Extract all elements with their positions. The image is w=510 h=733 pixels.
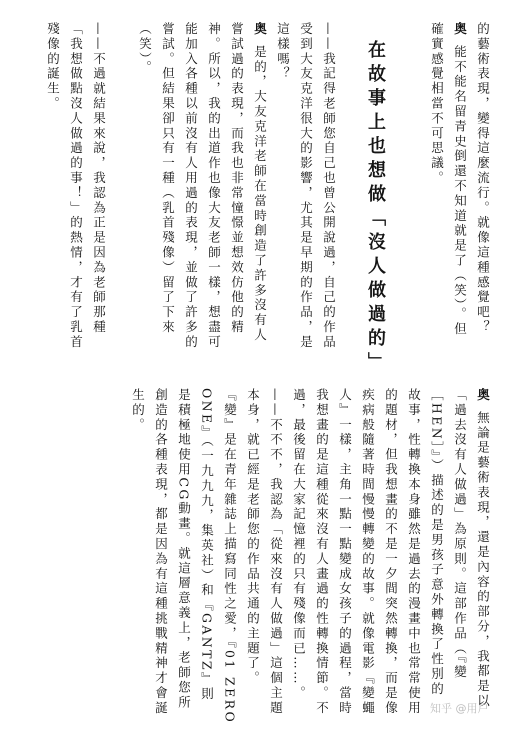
column-text: 殘像的誕生。: [45, 22, 61, 112]
column-text: 是積極地使用CG動畫。就這層意義上，老師您所: [176, 388, 192, 711]
column-text: ONE』（一九九九，集英社）和『GANTZ』則: [199, 388, 215, 702]
column-text: 嘗試過的表現，而我也非常憧憬並想效仿他的精: [229, 22, 245, 335]
column-text: 能加入各種以前沒有人用過的表現，並做了許多的: [183, 22, 199, 350]
column-text: ——不過就結果來說，我認為正是因為老師那種: [91, 22, 107, 335]
text-column: [184, 22, 197, 350]
text-column: [92, 22, 105, 335]
speaker-label: 奥: [252, 22, 268, 37]
text-column: [246, 388, 259, 686]
text-column: [361, 388, 374, 716]
text-column: [299, 22, 312, 350]
text-column: [230, 22, 243, 335]
text-column: [223, 388, 236, 724]
text-column: [161, 22, 174, 335]
column-text: 人』一樣，主角一點一點變成女孩子的過程，當時: [337, 388, 353, 716]
text-column: [138, 22, 151, 75]
watermark: 知乎 @用户: [430, 702, 489, 715]
column-text: 「我想做點沒人做過的事！」的熱情，才有了乳首: [68, 22, 84, 350]
text-column: [315, 388, 328, 716]
column-text: 確實感覺相當不可思議。: [429, 22, 445, 186]
text-column: [131, 388, 144, 433]
section-heading: 在故事上也想做「沒人做過的」: [365, 40, 386, 376]
speaker-label: 奥: [475, 388, 491, 403]
column-text: （笑）。: [137, 22, 153, 76]
column-text: 是的，大友克洋老師在當時創造了許多沒有人: [252, 44, 268, 343]
column-text: 過，最後留在大家記憶裡的只有殘像而已……。: [291, 388, 307, 701]
text-column: [322, 22, 335, 350]
text-column: [384, 388, 397, 716]
speaker-label: 奥: [452, 22, 468, 37]
text-column: [292, 388, 305, 701]
column-text: 無論是藝術表現，還是內容的部分，我都是以: [475, 410, 491, 709]
text-column: [407, 388, 420, 716]
column-text: 創造的各種表現，都是因為有這種挑戰精神才會誕: [153, 388, 169, 716]
column-text: 受到大友克洋很大的影響，尤其是早期的作品，是: [298, 22, 314, 350]
text-column: [200, 388, 213, 702]
text-column: [46, 22, 59, 111]
text-column: [276, 22, 289, 82]
column-text: ——不不不，我認為「從來沒有人做過」這個主題: [268, 388, 284, 716]
column-text: 『變』是在青年雜誌上描寫同性之愛，『01 ZERO: [222, 388, 238, 725]
text-column: [177, 388, 190, 710]
text-column: [430, 22, 443, 186]
column-text: 的藝術表現，變得這麼流行。就像這種感覺吧？: [475, 22, 491, 335]
text-column: [253, 22, 266, 343]
text-column: [69, 22, 82, 350]
column-text: 生的。: [130, 388, 146, 433]
column-text: 疾病般隨著時間慢慢轉變的故事。就像電影『變蠅: [360, 388, 376, 716]
text-column: [453, 22, 466, 337]
column-text: ——我記得老師您自己也曾公開說過，自己的作品: [321, 22, 337, 350]
text-column: [269, 388, 282, 716]
column-text: 本身，就已經是老師您的作品共通的主題了。: [245, 388, 261, 686]
column-text: 嘗試。但結果卻只有一種（乳首殘像）留了下來: [160, 22, 176, 335]
column-text: 神。所以，我的出道作也像大友老師一樣，想盡可: [206, 22, 222, 350]
text-column: [207, 22, 220, 350]
column-text: ［HEN］』）描述的是男孩子意外轉換了性別的: [429, 388, 445, 697]
column-text: 故事，性轉換本身雖然是過去的漫畫中也常常使用: [406, 388, 422, 716]
column-text: 的題材，但我想畫的不是一夕間突然轉換，而是像: [383, 388, 399, 716]
text-column: [154, 388, 167, 716]
column-text: 我想畫的是這種從來沒有人畫過的性轉換情節。不: [314, 388, 330, 716]
text-column: [453, 388, 466, 680]
column-text: 「過去沒有人做過」為原則。這部作品（『變: [452, 388, 468, 680]
text-column: [430, 388, 443, 697]
column-text: 這樣嗎？: [275, 22, 291, 82]
text-column: [338, 388, 351, 716]
column-text: 能不能名留青史倒還不知道就是了（笑）。但: [452, 44, 468, 337]
text-column: [476, 388, 489, 709]
text-column: [476, 22, 489, 335]
